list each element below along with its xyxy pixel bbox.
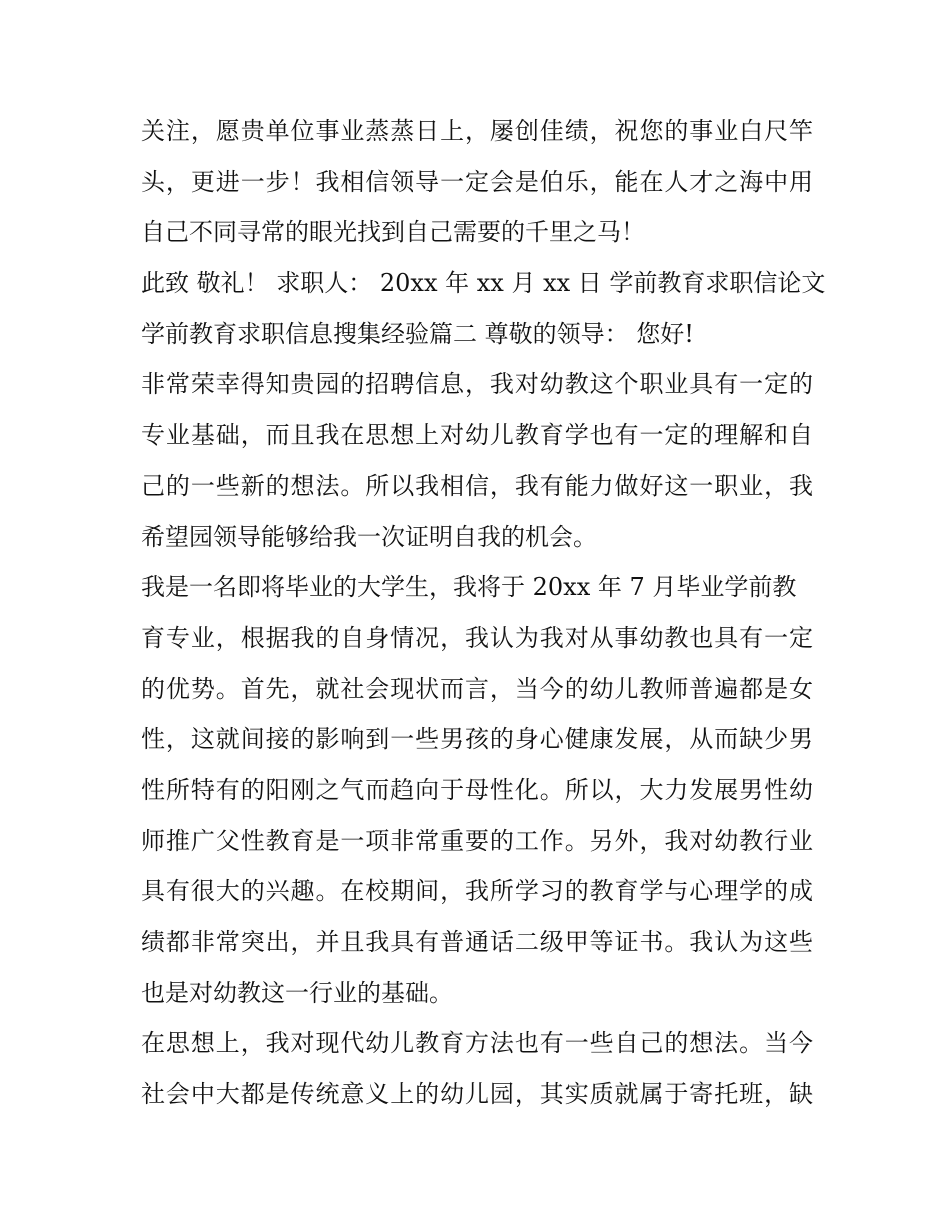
text-line: 自己不同寻常的眼光找到自己需要的千里之马！	[141, 218, 645, 247]
text-line: 育专业，根据我的自身情况，我认为我对从事幼教也具有一定	[141, 623, 813, 652]
text-line: 性所特有的阳刚之气而趋向于母性化。所以，大力发展男性幼	[141, 775, 813, 804]
text-line: 绩都非常突出，并且我具有普通话二级甲等证书。我认为这些	[141, 928, 813, 956]
text-line: 希望园领导能够给我一次证明自我的机会。	[141, 522, 597, 551]
text-line: 具有很大的兴趣。在校期间，我所学习的教育学与心理学的成	[141, 877, 813, 906]
text-line: 的优势。首先，就社会现状而言，当今的幼儿教师普遍都是女	[141, 674, 813, 703]
text-line: 在思想上，我对现代幼儿教育方法也有一些自己的想法。当今	[141, 1029, 813, 1058]
text-line: 我是一名即将毕业的大学生，我将于 20xx 年 7 月毕业学前教	[141, 573, 797, 602]
text-line: 也是对幼教这一行业的基础。	[141, 978, 453, 1007]
document-body-text	[141, 106, 826, 1120]
text-line: 此致 敬礼！ 求职人： 20xx 年 xx 月 xx 日 学前教育求职信论文	[141, 269, 826, 298]
text-line: 非常荣幸得知贵园的招聘信息，我对幼教这个职业具有一定的	[141, 370, 813, 399]
text-line: 专业基础，而且我在思想上对幼儿教育学也有一定的理解和自	[141, 421, 813, 450]
text-line: 社会中大都是传统意义上的幼儿园，其实质就属于寄托班，缺	[141, 1080, 813, 1109]
text-line: 头，更进一步！我相信领导一定会是伯乐，能在人才之海中用	[141, 167, 813, 196]
text-line: 关注，愿贵单位事业蒸蒸日上，屡创佳绩，祝您的事业白尺竿	[141, 117, 813, 145]
text-line: 己的一些新的想法。所以我相信，我有能力做好这一职业，我	[141, 471, 813, 500]
text-line: 师推广父性教育是一项非常重要的工作。另外，我对幼教行业	[141, 826, 813, 855]
text-line: 学前教育求职信息搜集经验篇二 尊敬的领导： 您好!	[141, 319, 694, 348]
text-line: 性，这就间接的影响到一些男孩的身心健康发展，从而缺少男	[141, 725, 813, 754]
